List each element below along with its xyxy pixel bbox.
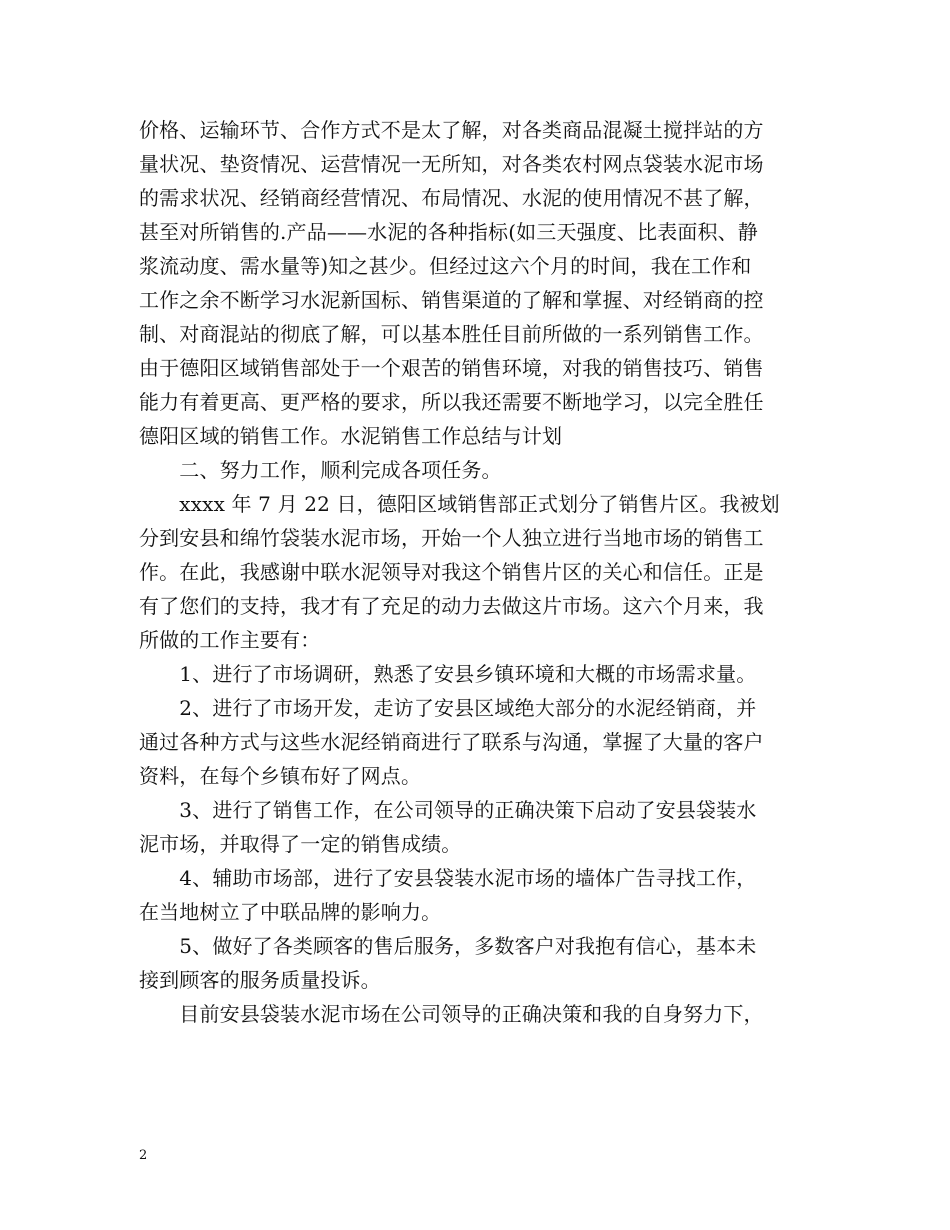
text-line: 通过各种方式与这些水泥经销商进行了联系与沟通，掌握了大量的客户 — [139, 730, 764, 754]
text-line: 工作之余不断学习水泥新国标、销售渠道的了解和掌握、对经销商的控 — [139, 288, 764, 312]
text-line: 德阳区域的销售工作。水泥销售工作总结与计划 — [139, 424, 563, 448]
text-line: 所做的工作主要有： — [139, 628, 321, 652]
text-line: 由于德阳区域销售部处于一个艰苦的销售环境，对我的销售技巧、销售 — [139, 356, 764, 380]
text-line: 有了您们的支持，我才有了充足的动力去做这片市场。这六个月来，我 — [139, 594, 764, 618]
text-line: xxxx 年 7 月 22 日，德阳区域销售部正式划分了销售片区。我被划 — [139, 492, 780, 516]
section-heading: 二、努力工作，顺利完成各项任务。 — [139, 458, 502, 482]
text-line: 分到安县和绵竹袋装水泥市场，开始一个人独立进行当地市场的销售工 — [139, 526, 764, 550]
text-line: 接到顾客的服务质量投诉。 — [139, 968, 381, 992]
text-line: 价格、运输环节、合作方式不是太了解，对各类商品混凝土搅拌站的方 — [139, 118, 764, 142]
list-item: 5、做好了各类顾客的售后服务，多数客户对我抱有信心，基本未 — [139, 934, 757, 958]
list-item: 1、进行了市场调研，熟悉了安县乡镇环境和大概的市场需求量。 — [139, 662, 757, 686]
text-line: 目前安县袋装水泥市场在公司领导的正确决策和我的自身努力下， — [139, 1002, 764, 1026]
text-line: 作。在此，我感谢中联水泥领导对我这个销售片区的关心和信任。正是 — [139, 560, 764, 584]
text-line: 泥市场，并取得了一定的销售成绩。 — [139, 832, 462, 856]
page-number: 2 — [139, 1148, 148, 1163]
text-line: 量状况、垫资情况、运营情况一无所知，对各类农村网点袋装水泥市场 — [139, 152, 764, 176]
text-line: 浆流动度、需水量等)知之甚少。但经过这六个月的时间，我在工作和 — [139, 254, 752, 278]
text-line: 能力有着更高、更严格的要求，所以我还需要不断地学习，以完全胜任 — [139, 390, 764, 414]
text-line: 甚至对所销售的.产品——水泥的各种指标(如三天强度、比表面积、静 — [139, 220, 758, 244]
text-line: 的需求状况、经销商经营情况、布局情况、水泥的使用情况不甚了解， — [139, 186, 764, 210]
text-line: 在当地树立了中联品牌的影响力。 — [139, 900, 442, 924]
list-item: 4、辅助市场部，进行了安县袋装水泥市场的墙体广告寻找工作， — [139, 866, 757, 890]
list-item: 3、进行了销售工作，在公司领导的正确决策下启动了安县袋装水 — [139, 798, 757, 822]
text-line: 制、对商混站的彻底了解，可以基本胜任目前所做的一系列销售工作。 — [139, 322, 764, 346]
document-body — [139, 113, 815, 1031]
list-item: 2、进行了市场开发，走访了安县区域绝大部分的水泥经销商，并 — [139, 696, 757, 720]
text-line: 资料，在每个乡镇布好了网点。 — [139, 764, 422, 788]
